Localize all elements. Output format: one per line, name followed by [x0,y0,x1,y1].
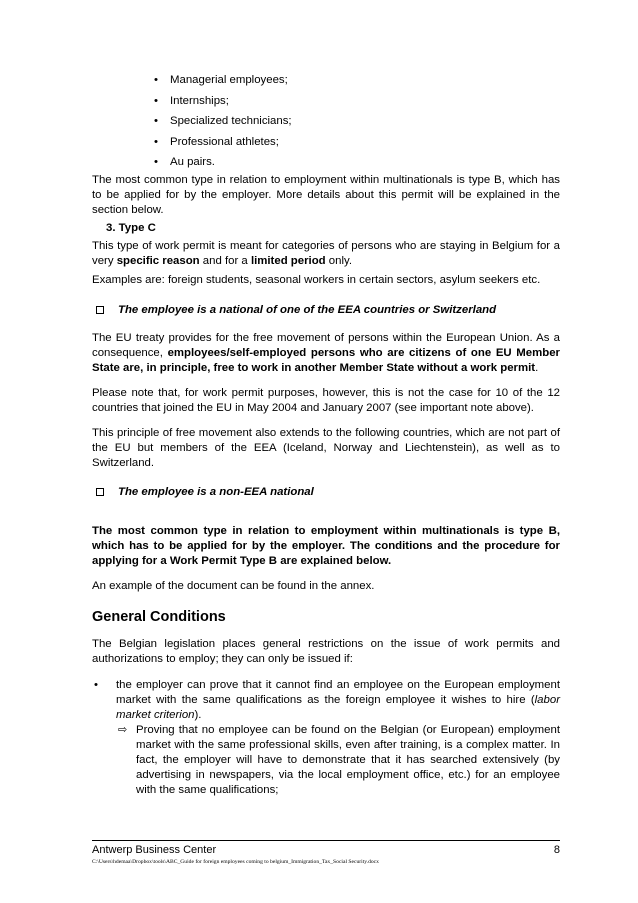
file-path: C:\Users\hdemaa\Dropbox\tools\ABC_Guide for foreign employees coming to belgium_Immigration_Tax_Social Security.docx [92,859,379,865]
list-item: • Specialized technicians; [154,111,560,132]
eu-treaty-paragraph: The EU treaty provides for the free movement of persons within the European Union. As a consequence, employees/self-employed persons who are citizens of one EU Member State are, in principle, free to work in another Member State without a work permit. [92,331,560,374]
proving-item: ⇨ Proving that no employee can be found on the Belgian (or European) employment market with the same professional skills, even after training, is a complex matter. In fact, the employer will have to demonstrate that it has searched extensively (by advertising in newspapers, via the local employment office, etc.) for an employee with the same qualifications; [118,723,560,796]
document-body [92,70,560,798]
note-paragraph: Please note that, for work permit purposes, however, this is not the case for 10 of the 12 countries that joined the EU in May 2004 and January 2007 (see important note above). [92,386,560,414]
type-c-paragraph: This type of work permit is meant for categories of persons who are staying in Belgium for a very specific reason and for a limited period only. [92,239,560,267]
eea-heading: The employee is a national of one of the EEA countries or Switzerland [92,303,560,318]
list-item: • Internships; [154,91,560,112]
footer-company: Antwerp Business Center [92,844,217,856]
type-b-paragraph: The most common type in relation to employment within multinationals is type B, which has to be applied for by the employer. More details about this permit will be explained in the section below. [92,173,560,216]
examples-paragraph: Examples are: foreign students, seasonal workers in certain sectors, asylum seekers etc. [92,273,541,286]
free-movement-paragraph: This principle of free movement also extends to the following countries, which are not part of the EU but members of the EEA (Iceland, Norway and Liechtenstein), as well as to Switzerland. [92,426,560,469]
list-item: • Au pairs. [154,152,560,173]
list-item: • Professional athletes; [154,132,560,153]
bullet-icon: • [94,678,98,691]
employer-condition-item: • the employer can prove that it cannot find an employee on the European employment market with the same qualifications as the foreign employee it wishes to hire (labor market criterion). [94,678,560,721]
annex-paragraph: An example of the document can be found in the annex. [92,579,375,592]
page-footer [92,840,560,865]
list-item: • Managerial employees; [154,70,560,91]
legislation-paragraph: The Belgian legislation places general restrictions on the issue of work permits and authorizations to employ; they can only be issued if: [92,637,560,665]
non-eea-heading: The employee is a non-EEA national [92,485,560,500]
type-c-heading: 3. Type C [106,221,156,234]
permit-category-list [92,70,560,173]
checkbox-square-icon [96,306,104,314]
type-b-bold-paragraph: The most common type in relation to employment within multinationals is type B, which has to be applied for by the employer. The conditions and the procedure for applying for a Work Permit Type B are explained below. [92,524,560,567]
page-number: 8 [553,844,560,856]
general-conditions-heading: General Conditions [92,608,226,625]
arrow-right-icon: ⇨ [118,723,128,736]
checkbox-square-icon [96,488,104,496]
